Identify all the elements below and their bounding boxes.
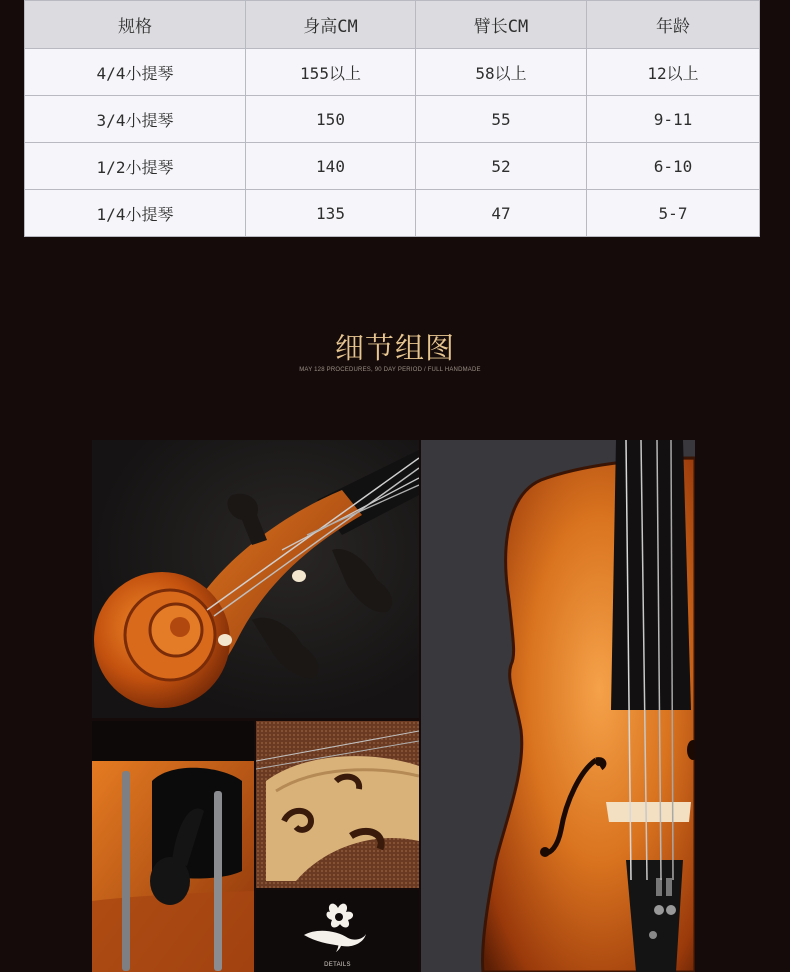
- section-title: 细节组图: [334, 331, 455, 365]
- logo-tile: [256, 890, 419, 972]
- column-header-age: 年龄: [587, 1, 760, 49]
- table-header-row: [25, 1, 760, 49]
- cell-spec: 4/4小提琴: [25, 49, 246, 96]
- table-row: [25, 190, 760, 237]
- cell-height: 150: [246, 96, 416, 143]
- section-subtitle: MAY 128 PROCEDURES, 90 DAY PERIOD / FULL HANDMADE: [299, 367, 481, 373]
- cell-age: 5-7: [587, 190, 760, 237]
- cell-height: 140: [246, 143, 416, 190]
- cell-arm-length: 52: [416, 143, 587, 190]
- violin-body-photo: [421, 440, 695, 972]
- column-header-arm-length: 臂长CM: [416, 1, 587, 49]
- cell-age: 6-10: [587, 143, 760, 190]
- size-chart-table: [24, 0, 760, 237]
- details-caption: DETAILS: [324, 962, 351, 968]
- chinrest-photo: [92, 721, 254, 972]
- table-row: [25, 143, 760, 190]
- cell-arm-length: 47: [416, 190, 587, 237]
- bridge-photo: [256, 721, 419, 888]
- cell-arm-length: 55: [416, 96, 587, 143]
- column-header-height: 身高CM: [246, 1, 416, 49]
- cell-age: 9-11: [587, 96, 760, 143]
- violin-scroll-photo: [92, 440, 419, 718]
- brand-logo-icon: [256, 890, 419, 960]
- table-row: [25, 49, 760, 96]
- cell-age: 12以上: [587, 49, 760, 96]
- cell-spec: 1/4小提琴: [25, 190, 246, 237]
- cell-spec: 1/2小提琴: [25, 143, 246, 190]
- cell-height: 155以上: [246, 49, 416, 96]
- column-header-spec: 规格: [25, 1, 246, 49]
- cell-height: 135: [246, 190, 416, 237]
- table-row: [25, 96, 760, 143]
- cell-arm-length: 58以上: [416, 49, 587, 96]
- cell-spec: 3/4小提琴: [25, 96, 246, 143]
